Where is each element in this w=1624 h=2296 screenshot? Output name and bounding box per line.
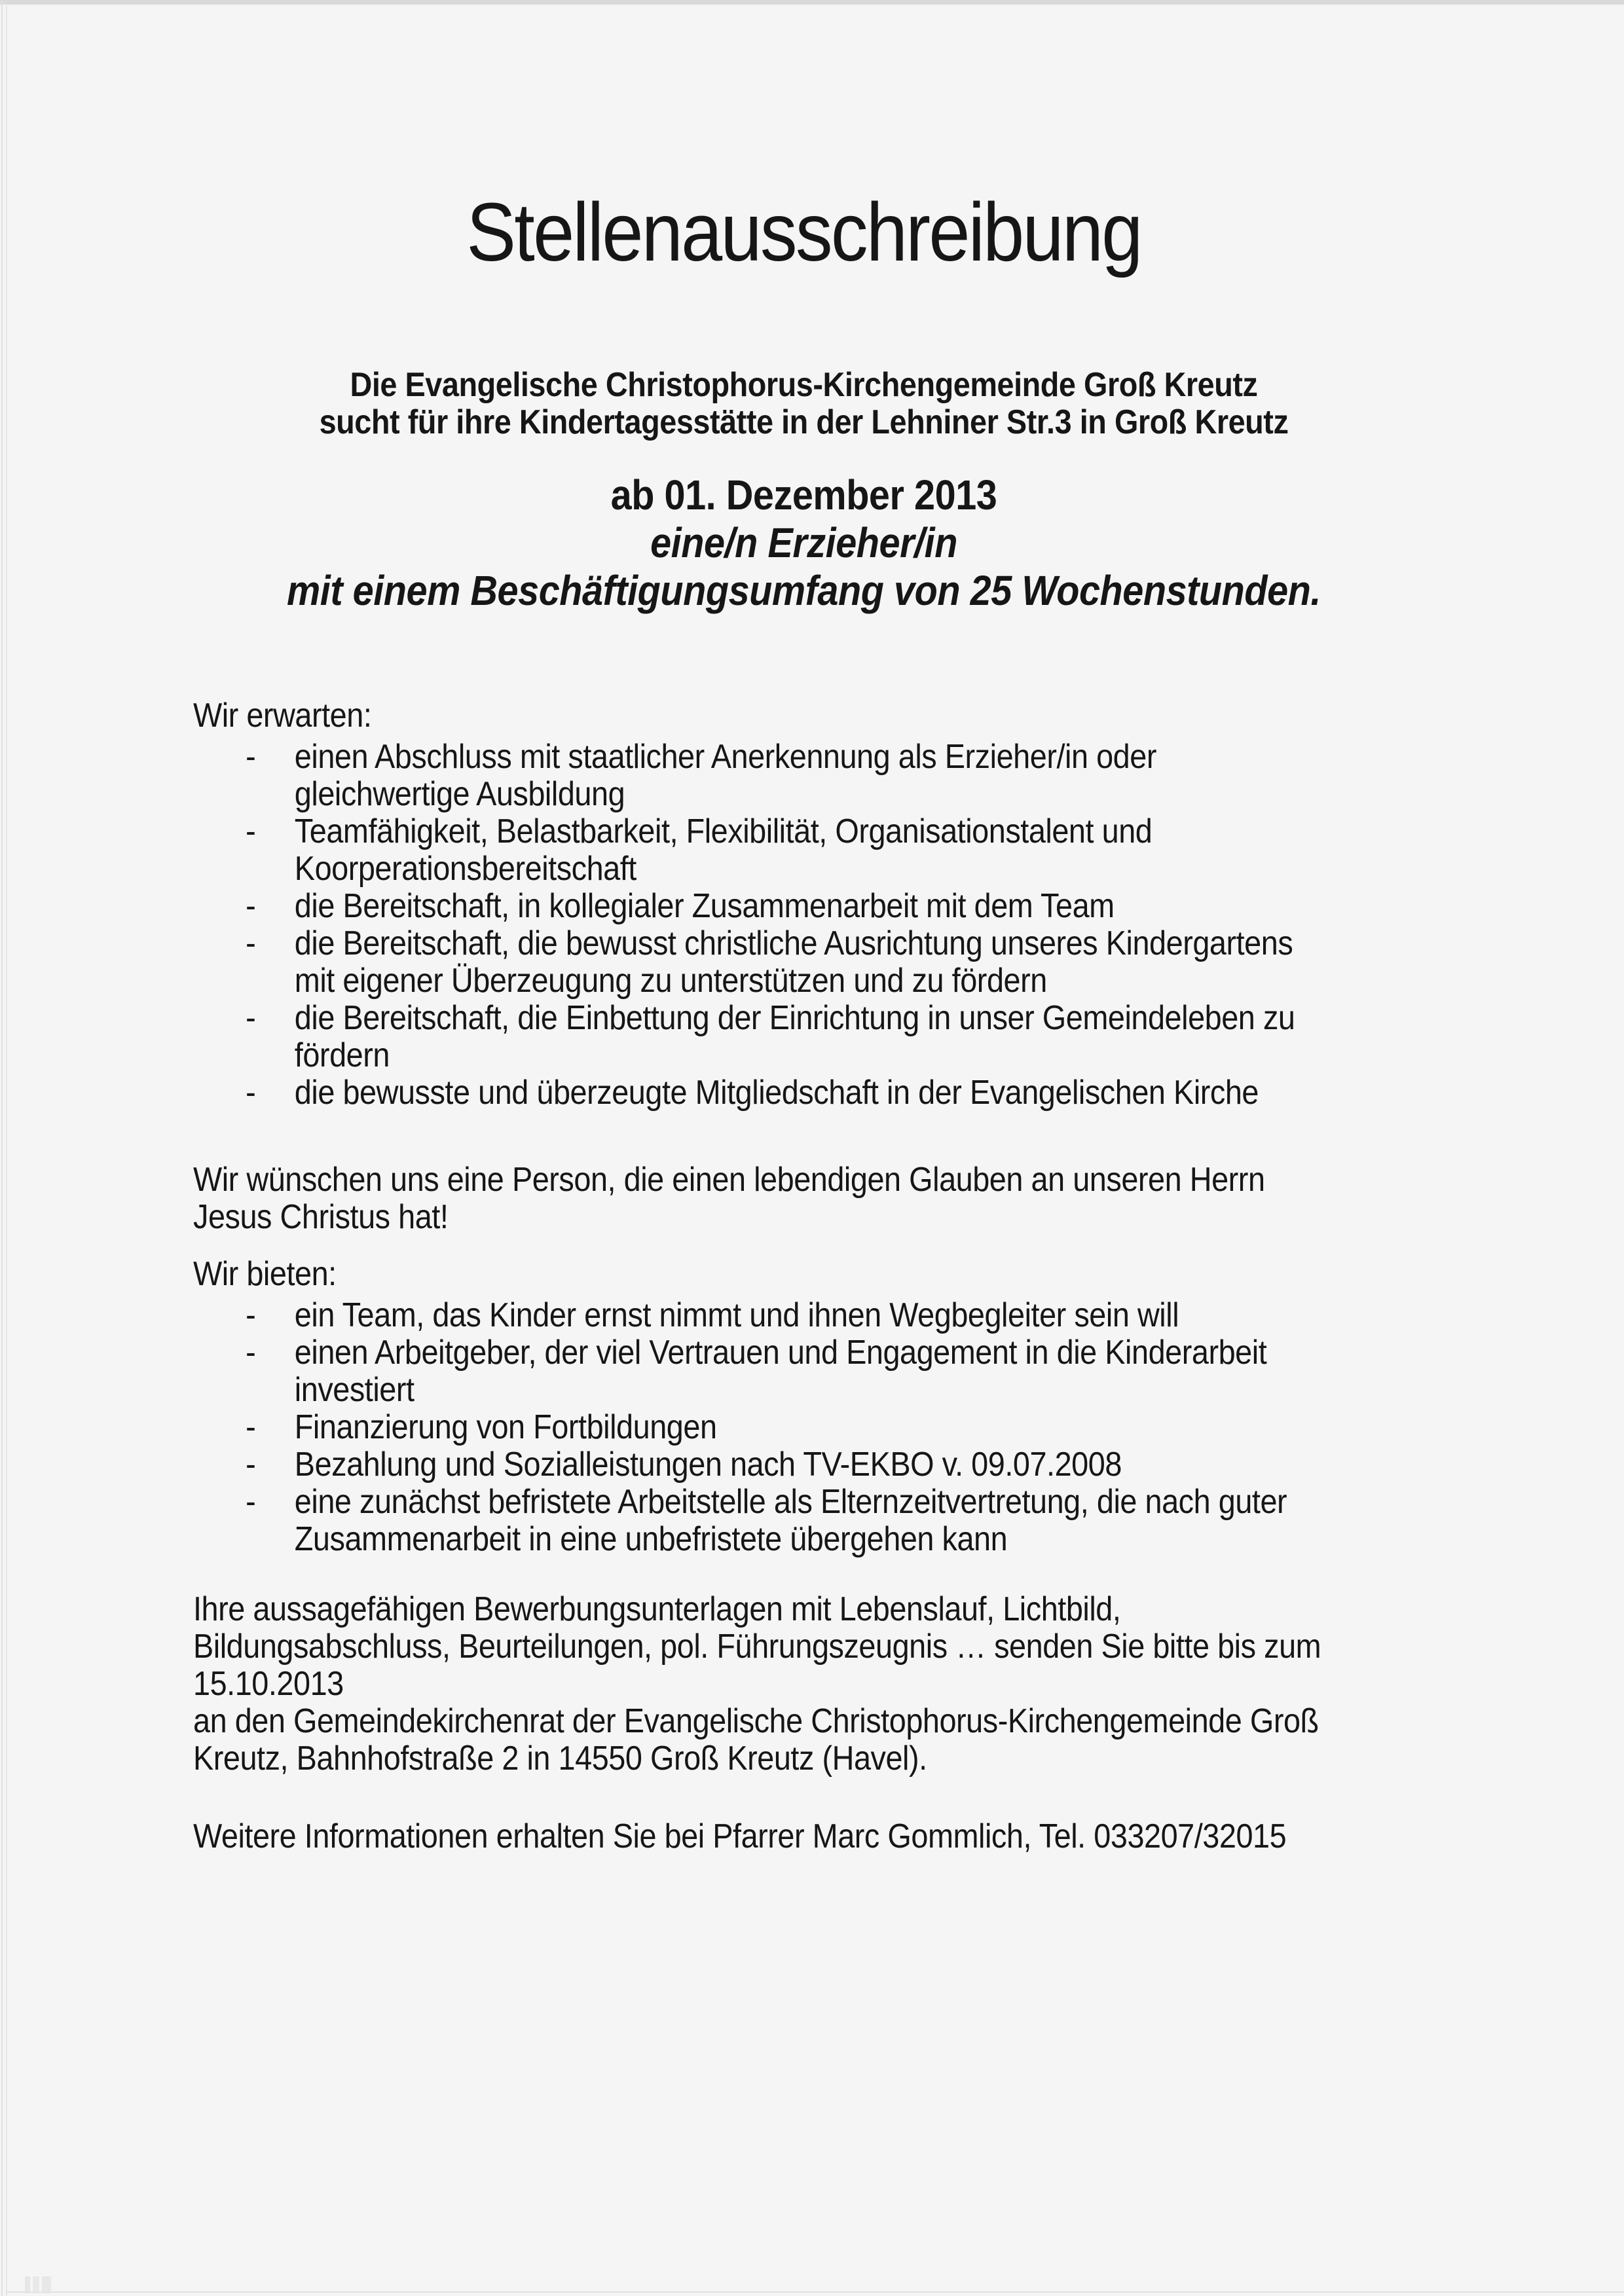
expect-list <box>193 738 1293 1112</box>
list-item <box>193 1334 1293 1409</box>
list-item-line: ein Team, das Kinder ernst nimmt und ihnen Wegbegleiter sein will <box>294 1296 1179 1334</box>
position-scope: mit einem Beschäftigungsumfang von 25 Wochenstunden. <box>287 567 1321 614</box>
list-item <box>193 1074 1293 1112</box>
bullet-dash: - <box>246 812 256 850</box>
list-item <box>193 1484 1293 1558</box>
intro-line-1: Die Evangelische Christophorus-Kirchengemeinde Groß Kreutz <box>350 366 1258 404</box>
bullet-dash: - <box>246 1296 256 1334</box>
scan-edge-left-outer <box>1 0 3 2296</box>
list-item-line: einen Abschluss mit staatlicher Anerkennung als Erzieher/in oder <box>294 738 1156 776</box>
scan-edge-top <box>0 0 1624 5</box>
bullet-dash: - <box>246 999 256 1037</box>
list-item <box>193 1409 1293 1446</box>
expect-heading: Wir erwarten: <box>193 697 372 735</box>
bullet-dash: - <box>246 1334 256 1372</box>
list-item <box>193 1446 1293 1484</box>
intro-line-2: sucht für ihre Kindertagesstätte in der Lehniner Str.3 in Groß Kreutz <box>319 403 1289 441</box>
application-line-4: an den Gemeindekirchenrat der Evangelische Christophorus-Kirchengemeinde Groß <box>193 1702 1319 1740</box>
list-item-line: die Bereitschaft, die bewusst christliche Ausrichtung unseres Kindergartens <box>294 924 1293 962</box>
offer-heading: Wir bieten: <box>193 1255 337 1293</box>
list-item-line: fördern <box>294 1036 390 1074</box>
wish-paragraph <box>193 1161 1293 1236</box>
application-line-2: Bildungsabschluss, Beurteilungen, pol. Führungszeugnis … senden Sie bitte bis zum <box>193 1628 1321 1666</box>
bullet-dash: - <box>246 1408 256 1446</box>
list-item-line: investiert <box>294 1371 415 1409</box>
offer-list <box>193 1297 1293 1558</box>
list-item-line: Bezahlung und Sozialleistungen nach TV-EKBO v. 09.07.2008 <box>294 1446 1122 1484</box>
list-item <box>193 1000 1293 1074</box>
contact-paragraph <box>193 1818 1293 1855</box>
list-item-line: Finanzierung von Fortbildungen <box>294 1408 717 1446</box>
contact-line: Weitere Informationen erhalten Sie bei Pfarrer Marc Gommlich, Tel. 033207/32015 <box>193 1817 1287 1855</box>
bullet-dash: - <box>246 1074 256 1112</box>
list-item-line: Zusammenarbeit in eine unbefristete übergehen kann <box>294 1520 1008 1558</box>
application-line-3: 15.10.2013 <box>193 1665 344 1703</box>
document-title: Stellenausschreibung <box>466 186 1141 278</box>
list-item-line: die Bereitschaft, in kollegialer Zusammenarbeit mit dem Team <box>294 887 1115 925</box>
bullet-dash: - <box>246 924 256 962</box>
list-item <box>193 813 1293 888</box>
scan-edge-bottom <box>7 2291 1624 2293</box>
list-item <box>193 888 1293 925</box>
bullet-dash: - <box>246 1483 256 1521</box>
list-item-line: gleichwertige Ausbildung <box>294 775 625 813</box>
list-item-line: die Bereitschaft, die Einbettung der Einrichtung in unser Gemeindeleben zu <box>294 999 1295 1037</box>
scan-edge-left-inner <box>6 5 7 2296</box>
application-line-5: Kreutz, Bahnhofstraße 2 in 14550 Groß Kreutz (Havel). <box>193 1740 927 1777</box>
bullet-dash: - <box>246 738 256 776</box>
list-item-line: mit eigener Überzeugung zu unterstützen und zu fördern <box>294 962 1047 1000</box>
application-paragraph <box>193 1590 1321 1777</box>
application-line-1: Ihre aussagefähigen Bewerbungsunterlagen mit Lebenslauf, Lichtbild, <box>193 1590 1121 1628</box>
list-item <box>193 925 1293 1000</box>
scan-artifact <box>25 2276 64 2293</box>
position-role: eine/n Erzieher/in <box>650 519 957 566</box>
bullet-dash: - <box>246 887 256 925</box>
list-item-line: die bewusste und überzeugte Mitgliedschaft in der Evangelischen Kirche <box>294 1074 1259 1112</box>
position-block <box>254 471 1354 615</box>
wish-line-2: Jesus Christus hat! <box>193 1198 449 1236</box>
document-content <box>0 186 1624 1855</box>
list-item-line: einen Arbeitgeber, der viel Vertrauen und Engagement in die Kinderarbeit <box>294 1334 1267 1372</box>
position-start-date: ab 01. Dezember 2013 <box>610 471 997 519</box>
list-item <box>193 738 1293 813</box>
bullet-dash: - <box>246 1446 256 1484</box>
list-item-line: Teamfähigkeit, Belastbarkeit, Flexibilität, Organisationstalent und <box>294 812 1153 850</box>
list-item-line: Koorperationsbereitschaft <box>294 850 637 888</box>
list-item-line: eine zunächst befristete Arbeitstelle als Elternzeitvertretung, die nach guter <box>294 1483 1287 1521</box>
intro-block <box>254 367 1354 441</box>
list-item <box>193 1297 1293 1334</box>
wish-line-1: Wir wünschen uns eine Person, die einen lebendigen Glauben an unseren Herrn <box>193 1161 1265 1199</box>
